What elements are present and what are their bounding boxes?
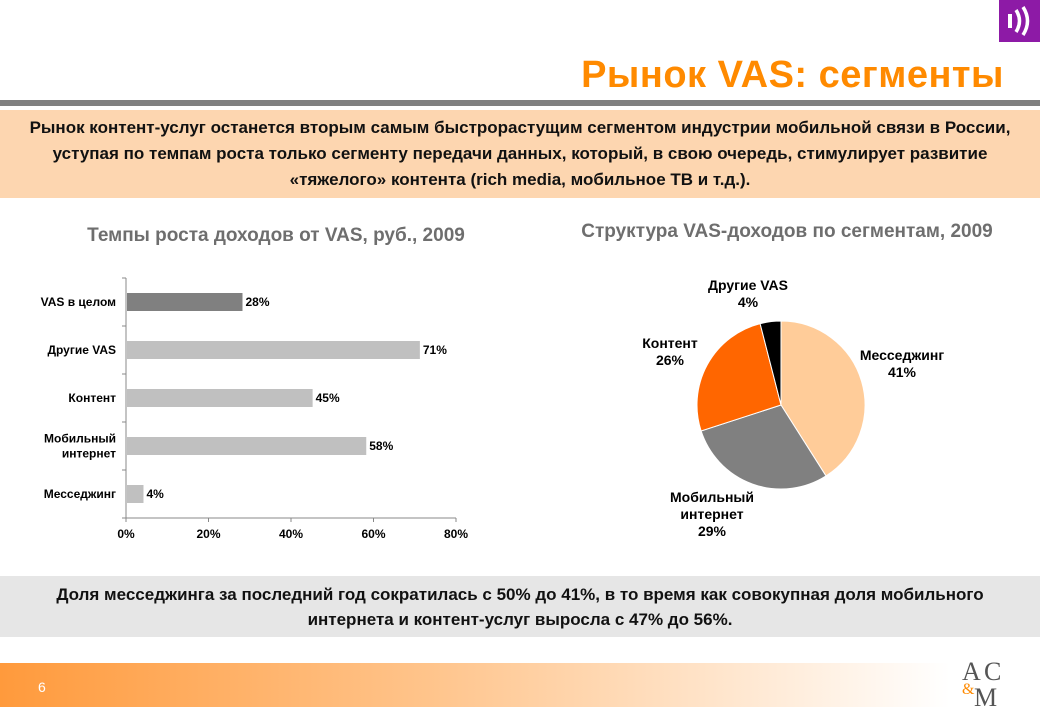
title-divider [0, 100, 1040, 106]
bar-value-label: 4% [146, 487, 164, 501]
page-title: Рынок VAS: сегменты [581, 54, 1004, 96]
svg-text:C: C [984, 657, 1002, 686]
svg-text:A: A [962, 657, 981, 686]
category-label: VAS в целом [40, 295, 116, 309]
page-number: 6 [38, 679, 46, 695]
bar-value-label: 58% [369, 439, 394, 453]
category-label: Контент [68, 391, 116, 405]
sound-waves-icon [999, 0, 1040, 42]
conclusion-callout [0, 576, 1040, 637]
bar-value-label: 45% [315, 391, 340, 405]
x-tick-label: 60% [361, 527, 386, 541]
pie-slice-label: Месседжинг 41% [859, 347, 945, 380]
brand-logo-box [999, 0, 1040, 42]
svg-text:M: M [974, 683, 998, 708]
conclusion-text: Доля месседжинга за последний год сократилась с 50% до 41%, в то время как совокупная доля мобильного интернета и контент-услуг выросла с 47% до 56%. [56, 584, 984, 629]
category-label: Другие VAS [47, 343, 116, 357]
category-label: Месседжинг [43, 487, 116, 501]
intro-callout [0, 110, 1040, 198]
x-tick-label: 20% [196, 527, 221, 541]
company-logo [956, 650, 1016, 708]
x-tick-label: 80% [443, 527, 469, 541]
x-tick-label: 0% [117, 527, 135, 541]
bar [127, 485, 144, 503]
pie-slice-label: Другие VAS 4% [708, 277, 788, 310]
bar-chart-title: Темпы роста доходов от VAS, руб., 2009 [87, 225, 465, 246]
bar-value-label: 71% [422, 343, 447, 357]
bar [127, 389, 313, 407]
pie-slice-label: Контент 26% [642, 335, 698, 368]
bar [127, 437, 366, 455]
x-tick-label: 40% [278, 527, 304, 541]
bar [127, 341, 420, 359]
bar [127, 293, 243, 311]
bar-chart [0, 270, 500, 600]
bar-value-label: 28% [245, 295, 270, 309]
footer-bar [0, 663, 950, 707]
intro-text: Рынок контент-услуг останется вторым самым быстрорастущим сегментом индустрии мобильной связи в России, уступая по темпам роста только сегменту передачи данных, который, в свою очередь, стимулирует развитие «тяжелого» контента (rich media, мобильное ТВ и т.д.). [29, 118, 1011, 189]
pie-chart [600, 270, 1020, 570]
svg-text:&: & [962, 681, 975, 698]
pie-slice-label: Мобильный интернет 29% [670, 489, 754, 539]
category-label: Мобильный интернет [44, 431, 116, 461]
pie-chart-title: Структура VAS-доходов по сегментам, 2009 [581, 221, 993, 242]
